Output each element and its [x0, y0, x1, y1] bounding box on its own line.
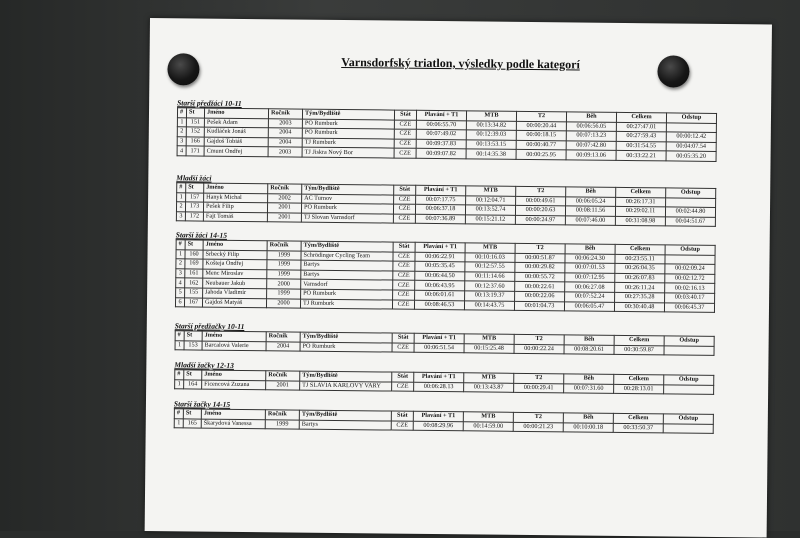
table-cell: Srbecký Filip	[203, 250, 267, 260]
column-header: Ročník	[268, 184, 302, 194]
table-cell: 00:01:04.73	[514, 301, 564, 311]
column-header: Tým/Bydliště	[302, 184, 394, 195]
table-cell: Hanyk Michal	[204, 193, 268, 203]
table-cell: 160	[185, 249, 203, 259]
table-cell: TJ Rumburk	[300, 299, 392, 310]
column-header: St	[186, 108, 204, 118]
table-cell: 1	[175, 340, 184, 350]
column-header: Stát	[394, 185, 416, 195]
table-cell: 1	[176, 249, 185, 259]
table-cell: 6	[175, 297, 184, 307]
column-header: Celkem	[615, 244, 665, 254]
column-header: Odstup	[666, 188, 716, 198]
table-cell: 00:07:17.75	[416, 195, 466, 205]
table-cell: 00:00:20.44	[516, 121, 566, 131]
table-cell: 00:04:51.67	[665, 217, 715, 227]
table-cell: 00:10:00.18	[563, 422, 613, 432]
table-cell: 00:06:45.37	[664, 302, 714, 312]
table-cell: 00:00:12.42	[666, 132, 716, 142]
table-cell: TJ SLAVIA KARLOVY VARY	[300, 381, 392, 392]
table-cell: PO Rumburk	[302, 119, 394, 130]
table-cell: 00:07:49.02	[416, 129, 466, 139]
table-cell	[664, 345, 714, 355]
column-header: #	[174, 409, 183, 419]
column-header: #	[175, 331, 184, 341]
table-cell: 00:15:25.48	[464, 343, 514, 353]
table-cell: 00:12:37.60	[465, 281, 515, 291]
column-header: #	[176, 240, 185, 250]
table-cell: Fajt Tomáš	[203, 212, 267, 222]
table-cell: 00:06:27.08	[565, 282, 615, 292]
column-header: MTB	[466, 186, 516, 196]
column-header: T2	[514, 373, 564, 383]
table-cell: 00:11:14.66	[465, 272, 515, 282]
results-table	[174, 408, 714, 434]
table-cell: 00:26:07.83	[615, 273, 665, 283]
table-cell: 00:06:05.24	[566, 196, 616, 206]
table-cell: Košteja Ondřej	[203, 259, 267, 269]
table-cell: Jahoda Vladimír	[203, 288, 267, 298]
table-cell: Pešek Adam	[204, 118, 268, 128]
table-cell: 166	[186, 137, 204, 147]
column-header: Ročník	[266, 332, 300, 342]
table-cell: 00:06:01.61	[415, 290, 465, 300]
category-title: Starší žáci 14-15	[175, 230, 228, 240]
table-cell: Bartys	[299, 420, 391, 431]
table-cell: PO Rumburk	[301, 289, 393, 300]
category-title: Starší žačky 14-15	[173, 399, 231, 409]
table-cell: 00:06:22.91	[415, 252, 465, 262]
column-header: Ročník	[267, 241, 301, 251]
category-block	[173, 399, 699, 434]
table-cell: 00:13:53.15	[466, 140, 516, 150]
table-cell: 1999	[265, 419, 299, 429]
table-cell: 173	[185, 202, 203, 212]
table-cell: 00:02:44.80	[665, 207, 715, 217]
column-header: Stát	[392, 333, 414, 343]
column-header: Stát	[392, 372, 414, 382]
column-header: Jméno	[201, 409, 265, 419]
table-cell: 2001	[267, 213, 301, 223]
page-title: Varnsdorfský triatlon, výsledky podle kategorí	[341, 55, 580, 72]
table-cell: 00:00:49.61	[516, 196, 566, 206]
table-cell	[666, 123, 716, 133]
category-title: Starší předžačky 10-11	[174, 321, 245, 332]
table-cell: 00:13:19.37	[465, 291, 515, 301]
column-header: Běh	[566, 187, 616, 197]
table-cell: 00:02:12.72	[665, 274, 715, 284]
category-title: Starší předžáci 10-11	[177, 98, 242, 108]
table-cell: 3	[176, 269, 185, 279]
column-header: Jméno	[202, 370, 266, 380]
column-header: Běh	[563, 413, 613, 423]
table-cell: 00:07:13.23	[566, 131, 616, 141]
table-cell: 1999	[267, 250, 301, 260]
table-cell: Pešek Filip	[203, 202, 267, 212]
table-cell	[663, 423, 713, 433]
table-cell: 153	[184, 340, 202, 350]
table-cell: CZE	[393, 290, 415, 300]
table-cell: 00:00:21.23	[513, 422, 563, 432]
category-block	[174, 321, 699, 356]
column-header: Běh	[566, 112, 616, 122]
table-cell: 169	[185, 259, 203, 269]
column-header: T2	[514, 334, 564, 344]
table-cell: 00:07:42.80	[566, 141, 616, 151]
column-header: Jméno	[204, 108, 268, 118]
column-header: MTB	[464, 334, 514, 344]
table-cell: Neubauer Jakub	[203, 278, 267, 288]
table-cell: 00:00:29.82	[515, 263, 565, 273]
column-header: Jméno	[202, 331, 266, 341]
table-cell: 00:14:59.00	[463, 421, 513, 431]
column-header: MTB	[466, 111, 516, 121]
table-cell: CZE	[392, 300, 414, 310]
table-cell: 00:07:46.00	[565, 216, 615, 226]
table-cell: 00:12:57.55	[465, 262, 515, 272]
table-cell: 00:02:09.24	[665, 264, 715, 274]
table-cell: 5	[176, 288, 185, 298]
table-cell: 00:15:21.12	[465, 215, 515, 225]
table-cell: 00:13:52.74	[465, 205, 515, 215]
column-header: #	[175, 370, 184, 380]
column-header: Tým/Bydliště	[300, 332, 392, 343]
column-header: St	[184, 331, 202, 341]
table-cell: 2	[176, 202, 185, 212]
table-cell: 152	[186, 127, 204, 137]
results-table	[174, 369, 714, 395]
table-cell: 00:06:24.30	[565, 253, 615, 263]
table-cell: 00:05:35.45	[415, 261, 465, 271]
table-cell: 00:06:44.50	[415, 271, 465, 281]
table-cell: 00:06:37.18	[415, 204, 465, 214]
table-cell: 00:06:51.54	[414, 343, 464, 353]
column-header: Plavání + T1	[416, 185, 466, 195]
table-cell: 00:00:24.97	[515, 215, 565, 225]
column-header: #	[177, 183, 186, 193]
table-cell: 00:00:18.15	[516, 131, 566, 141]
table-cell: Gajdoš Tobiáš	[204, 137, 268, 147]
table-cell: 00:27:47.01	[616, 122, 666, 132]
table-cell: 2003	[268, 147, 302, 157]
table-cell: 00:33:22.21	[616, 151, 666, 161]
table-cell: Bartys	[301, 270, 393, 281]
table-cell: 00:00:20.63	[515, 206, 565, 216]
table-cell: 155	[185, 288, 203, 298]
column-header: Stát	[394, 110, 416, 120]
table-cell: 2004	[268, 138, 302, 148]
table-cell: PO Rumburk	[300, 342, 392, 353]
table-cell: 00:07:52.24	[565, 292, 615, 302]
table-cell: 165	[183, 418, 201, 428]
column-header: T2	[516, 186, 566, 196]
results-table	[177, 107, 717, 162]
table-cell: 2004	[266, 341, 300, 351]
table-cell: CZE	[394, 120, 416, 130]
category-block	[174, 360, 699, 395]
table-cell: CZE	[393, 214, 415, 224]
column-header: Celkem	[614, 374, 664, 384]
table-cell: 00:13:34.82	[466, 120, 516, 130]
table-cell: 00:28:13.01	[614, 384, 664, 394]
table-cell: 00:07:01.53	[565, 263, 615, 273]
table-cell: 2003	[268, 118, 302, 128]
table-cell: 00:00:25.95	[516, 150, 566, 160]
table-cell: CZE	[391, 421, 413, 431]
table-cell: 151	[186, 117, 204, 127]
table-cell: 00:14:35.38	[466, 149, 516, 159]
table-cell: TJ Rumburk	[302, 138, 394, 149]
table-cell: 00:26:04.35	[615, 264, 665, 274]
table-cell: Kudláček Jonáš	[204, 127, 268, 137]
column-header: MTB	[464, 373, 514, 383]
column-header: T2	[515, 243, 565, 253]
column-header: Plavání + T1	[414, 372, 464, 382]
table-cell: 00:08:29.96	[413, 421, 463, 431]
table-cell: 00:07:36.89	[415, 214, 465, 224]
table-cell	[664, 384, 714, 394]
table-cell: Schrödinger Cycling Team	[301, 251, 393, 262]
table-cell: 00:10:16.03	[465, 252, 515, 262]
column-header: Plavání + T1	[413, 411, 463, 421]
table-cell: 00:00:29.41	[514, 383, 564, 393]
column-header: Celkem	[616, 187, 666, 197]
table-cell: 00:26:17.31	[616, 197, 666, 207]
column-header: Plavání + T1	[414, 333, 464, 343]
table-cell: 00:05:35.20	[666, 151, 716, 161]
column-header: Ročník	[266, 371, 300, 381]
table-cell: 00:04:07.54	[666, 142, 716, 152]
table-cell: 00:00:55.72	[515, 272, 565, 282]
table-cell	[666, 198, 716, 208]
table-cell: 161	[185, 269, 203, 279]
column-header: #	[177, 108, 186, 118]
table-cell: 00:31:08.98	[615, 216, 665, 226]
column-header: Tým/Bydliště	[302, 109, 394, 120]
table-cell: 1999	[267, 260, 301, 270]
table-cell: 1	[177, 192, 186, 202]
table-cell: TJ Slovan Varnsdorf	[301, 213, 393, 224]
column-header: Jméno	[204, 183, 268, 193]
table-cell: 2	[176, 259, 185, 269]
table-cell: 2000	[266, 298, 300, 308]
table-cell: 171	[186, 146, 204, 156]
table-cell: CZE	[393, 204, 415, 214]
table-cell: 3	[176, 212, 185, 222]
column-header: Ročník	[265, 410, 299, 420]
table-cell: 00:06:55.70	[416, 120, 466, 130]
table-cell: 00:00:22.24	[514, 344, 564, 354]
results-table	[175, 239, 716, 313]
results-table	[176, 182, 716, 227]
table-cell: 157	[186, 192, 204, 202]
table-cell: 1	[174, 418, 183, 428]
table-cell: TJ Jiskra Nový Bor	[302, 147, 394, 158]
column-header: St	[183, 409, 201, 419]
table-cell: CZE	[394, 139, 416, 149]
table-cell: CZE	[394, 195, 416, 205]
table-cell: 00:12:04.71	[466, 195, 516, 205]
table-cell: 00:23:55.11	[615, 254, 665, 264]
column-header: St	[184, 370, 202, 380]
table-cell: 3	[177, 137, 186, 147]
category-title: Mladší žáci	[176, 173, 212, 183]
table-cell: 00:14:43.75	[464, 300, 514, 310]
results-sheet	[145, 18, 772, 537]
column-header: Stát	[391, 411, 413, 421]
column-header: St	[186, 183, 204, 193]
table-cell: 00:30:40.48	[614, 302, 664, 312]
table-cell: 2004	[268, 128, 302, 138]
table-cell: 00:06:05.47	[564, 301, 614, 311]
column-header: Tým/Bydliště	[299, 410, 391, 421]
table-cell: 00:30:59.87	[614, 345, 664, 355]
category-block	[175, 230, 705, 312]
table-cell: CZE	[393, 261, 415, 271]
column-header: Tým/Bydliště	[301, 241, 393, 252]
table-cell: 00:33:50.37	[613, 423, 663, 433]
column-header: Celkem	[614, 335, 664, 345]
column-header: Odstup	[665, 245, 715, 255]
table-cell: AC Turnov	[302, 194, 394, 205]
table-cell: Gajdoš Matyáš	[202, 298, 266, 308]
table-cell: Škarydová Vanessa	[201, 419, 265, 429]
table-cell: CZE	[393, 252, 415, 262]
table-cell: 4	[176, 278, 185, 288]
table-cell: 00:00:51.87	[515, 253, 565, 263]
category-title: Mladší žačky 12-13	[174, 360, 235, 370]
column-header: Celkem	[616, 112, 666, 122]
category-block	[177, 98, 707, 161]
table-cell: 164	[184, 379, 202, 389]
column-header: Běh	[565, 244, 615, 254]
column-header: Odstup	[666, 113, 716, 123]
table-cell: 162	[185, 278, 203, 288]
category-block	[176, 173, 706, 227]
table-cell	[665, 255, 715, 265]
table-cell: 00:00:22.06	[515, 291, 565, 301]
table-cell: 00:00:40.77	[516, 140, 566, 150]
table-cell: 00:12:39.03	[466, 130, 516, 140]
table-cell: 00:08:46.53	[414, 300, 464, 310]
table-cell: CZE	[393, 271, 415, 281]
table-cell: 1	[177, 117, 186, 127]
table-cell: CZE	[392, 382, 414, 392]
table-cell: 00:06:28.13	[414, 382, 464, 392]
table-cell: 00:27:59.43	[616, 132, 666, 142]
table-cell: 172	[185, 212, 203, 222]
column-header: Plavání + T1	[415, 242, 465, 252]
column-header: Běh	[564, 335, 614, 345]
table-cell: 00:06:56.05	[566, 121, 616, 131]
table-cell: PO Rumburk	[302, 128, 394, 139]
table-cell: 00:27:35.28	[615, 292, 665, 302]
table-cell: 2001	[267, 203, 301, 213]
table-cell: 167	[184, 297, 202, 307]
table-cell: 00:08:11.56	[565, 206, 615, 216]
column-header: Stát	[393, 242, 415, 252]
table-cell: Ficencová Zuzana	[202, 380, 266, 390]
table-cell: 00:09:37.83	[416, 139, 466, 149]
table-cell: 1999	[267, 289, 301, 299]
table-cell: 00:07:31.60	[564, 383, 614, 393]
table-cell: Bartys	[301, 260, 393, 271]
table-cell: 00:29:02.11	[615, 207, 665, 217]
table-cell: Varnsdorf	[301, 279, 393, 290]
table-cell: CZE	[393, 280, 415, 290]
table-cell: Menc Miroslav	[203, 269, 267, 279]
table-cell: 2000	[267, 279, 301, 289]
table-cell: 00:02:16.13	[665, 283, 715, 293]
table-cell: 00:08:20.61	[564, 344, 614, 354]
column-header: Odstup	[663, 414, 713, 424]
column-header: T2	[513, 412, 563, 422]
table-cell: 00:00:22.61	[515, 282, 565, 292]
table-cell: 00:26:11.24	[615, 283, 665, 293]
table-cell: 00:31:54.55	[616, 141, 666, 151]
column-header: MTB	[465, 243, 515, 253]
column-header: Ročník	[268, 109, 302, 119]
table-cell: CZE	[394, 129, 416, 139]
table-cell: 00:09:07.82	[416, 149, 466, 159]
table-cell: 2001	[266, 380, 300, 390]
table-cell: 2	[177, 127, 186, 137]
table-cell: CZE	[392, 343, 414, 353]
column-header: Plavání + T1	[416, 110, 466, 120]
table-cell: Cmunt Ondřej	[204, 146, 268, 156]
table-cell: Barcalová Valerie	[202, 341, 266, 351]
table-cell: 4	[177, 146, 186, 156]
column-header: T2	[516, 111, 566, 121]
table-cell: 00:07:12.95	[565, 273, 615, 283]
table-cell: 00:13:43.87	[464, 382, 514, 392]
table-cell: 00:09:13.06	[566, 150, 616, 160]
table-cell: 2002	[268, 193, 302, 203]
column-header: Tým/Bydliště	[300, 371, 392, 382]
table-cell: CZE	[394, 148, 416, 158]
column-header: Odstup	[664, 336, 714, 346]
column-header: Běh	[564, 374, 614, 384]
table-cell: 00:06:43.95	[415, 281, 465, 291]
column-header: St	[185, 240, 203, 250]
results-table	[175, 330, 715, 356]
column-header: MTB	[463, 412, 513, 422]
table-cell: 1999	[267, 270, 301, 280]
column-header: Odstup	[664, 375, 714, 385]
table-cell: 00:03:40.17	[665, 293, 715, 303]
table-cell: 1	[175, 379, 184, 389]
column-header: Jméno	[203, 240, 267, 250]
column-header: Celkem	[613, 413, 663, 423]
table-cell: PO Rumburk	[301, 203, 393, 214]
